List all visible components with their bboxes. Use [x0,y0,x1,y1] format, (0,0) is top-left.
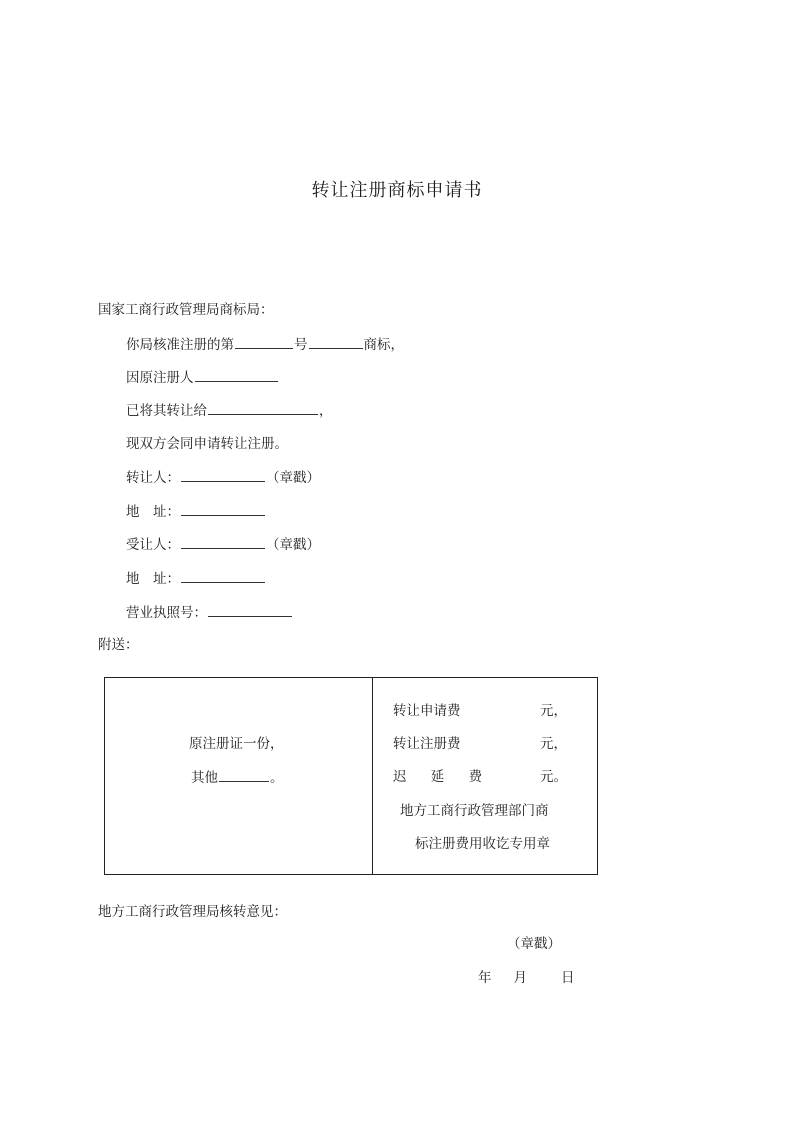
other-label: 其他 [191,770,218,786]
assignor-address-field[interactable] [181,501,265,516]
original-registrant-line [126,367,279,388]
assignee-field[interactable] [181,534,265,549]
assignor-label: 转让人： [126,470,180,486]
license-label: 营业执照号： [126,605,207,621]
addressee: 国家工商行政管理局商标局： [98,302,274,318]
other-attachments-field[interactable] [219,767,269,782]
original-certificate-item: 原注册证一份， [189,736,284,752]
joint-application-statement: 现双方会同申请转让注册。 [126,436,288,452]
assignor-address-label: 地 址： [126,504,180,520]
license-number-field[interactable] [208,602,292,617]
transferee-line [126,400,333,421]
number-suffix: 号 [294,337,308,353]
fee-late-name: 迟 延 费 [393,769,493,785]
fee-transfer-application-name: 转让申请费 [393,703,461,719]
assignee-label: 受让人： [126,537,180,553]
trademark-name-field[interactable] [309,334,363,349]
date-year: 年 [478,970,492,986]
page-title: 转让注册商标申请书 [311,180,483,201]
attachments-label: 附送： [98,637,139,653]
fee-transfer-application-unit: 元， [540,703,567,719]
original-registrant-field[interactable] [195,367,278,382]
date-month: 月 [513,970,527,986]
assignee-address-line [126,568,266,589]
table-top-border [105,677,597,678]
table-middle-divider [372,677,373,875]
date-line [478,968,575,988]
fee-transfer-registration-name: 转让注册费 [393,736,461,752]
other-suffix: 。 [270,770,284,786]
assignor-address-line [126,501,266,522]
fee-late-unit: 元。 [540,769,567,785]
fee-stamp-line-2: 标注册费用收讫专用章 [415,836,550,852]
fee-transfer-registration-unit: 元， [540,736,567,752]
assignee-address-label: 地 址： [126,571,180,587]
license-line [126,602,293,623]
date-day: 日 [561,970,575,986]
other-attachments-item [191,767,284,788]
registration-statement [126,334,404,355]
transferee-field[interactable] [208,400,318,415]
transferee-suffix: ， [319,403,333,419]
assignee-line [126,534,320,555]
assignee-seal: （章戳） [266,537,320,553]
registration-prefix: 你局核准注册的第 [126,337,234,353]
original-registrant-label: 因原注册人 [126,370,194,386]
fee-stamp-line-1: 地方工商行政管理部门商 [400,803,549,819]
assignor-field[interactable] [181,467,265,482]
assignor-line [126,467,320,488]
local-bureau-opinion-label: 地方工商行政管理局核转意见： [98,904,287,920]
bottom-seal: （章戳） [507,936,561,952]
registration-number-field[interactable] [235,334,293,349]
transferee-label: 已将其转让给 [126,403,207,419]
trademark-suffix: 商标， [363,337,404,353]
assignee-address-field[interactable] [181,568,265,583]
attachments-table [104,677,598,875]
assignor-seal: （章戳） [266,470,320,486]
table-bottom-border [105,874,597,875]
